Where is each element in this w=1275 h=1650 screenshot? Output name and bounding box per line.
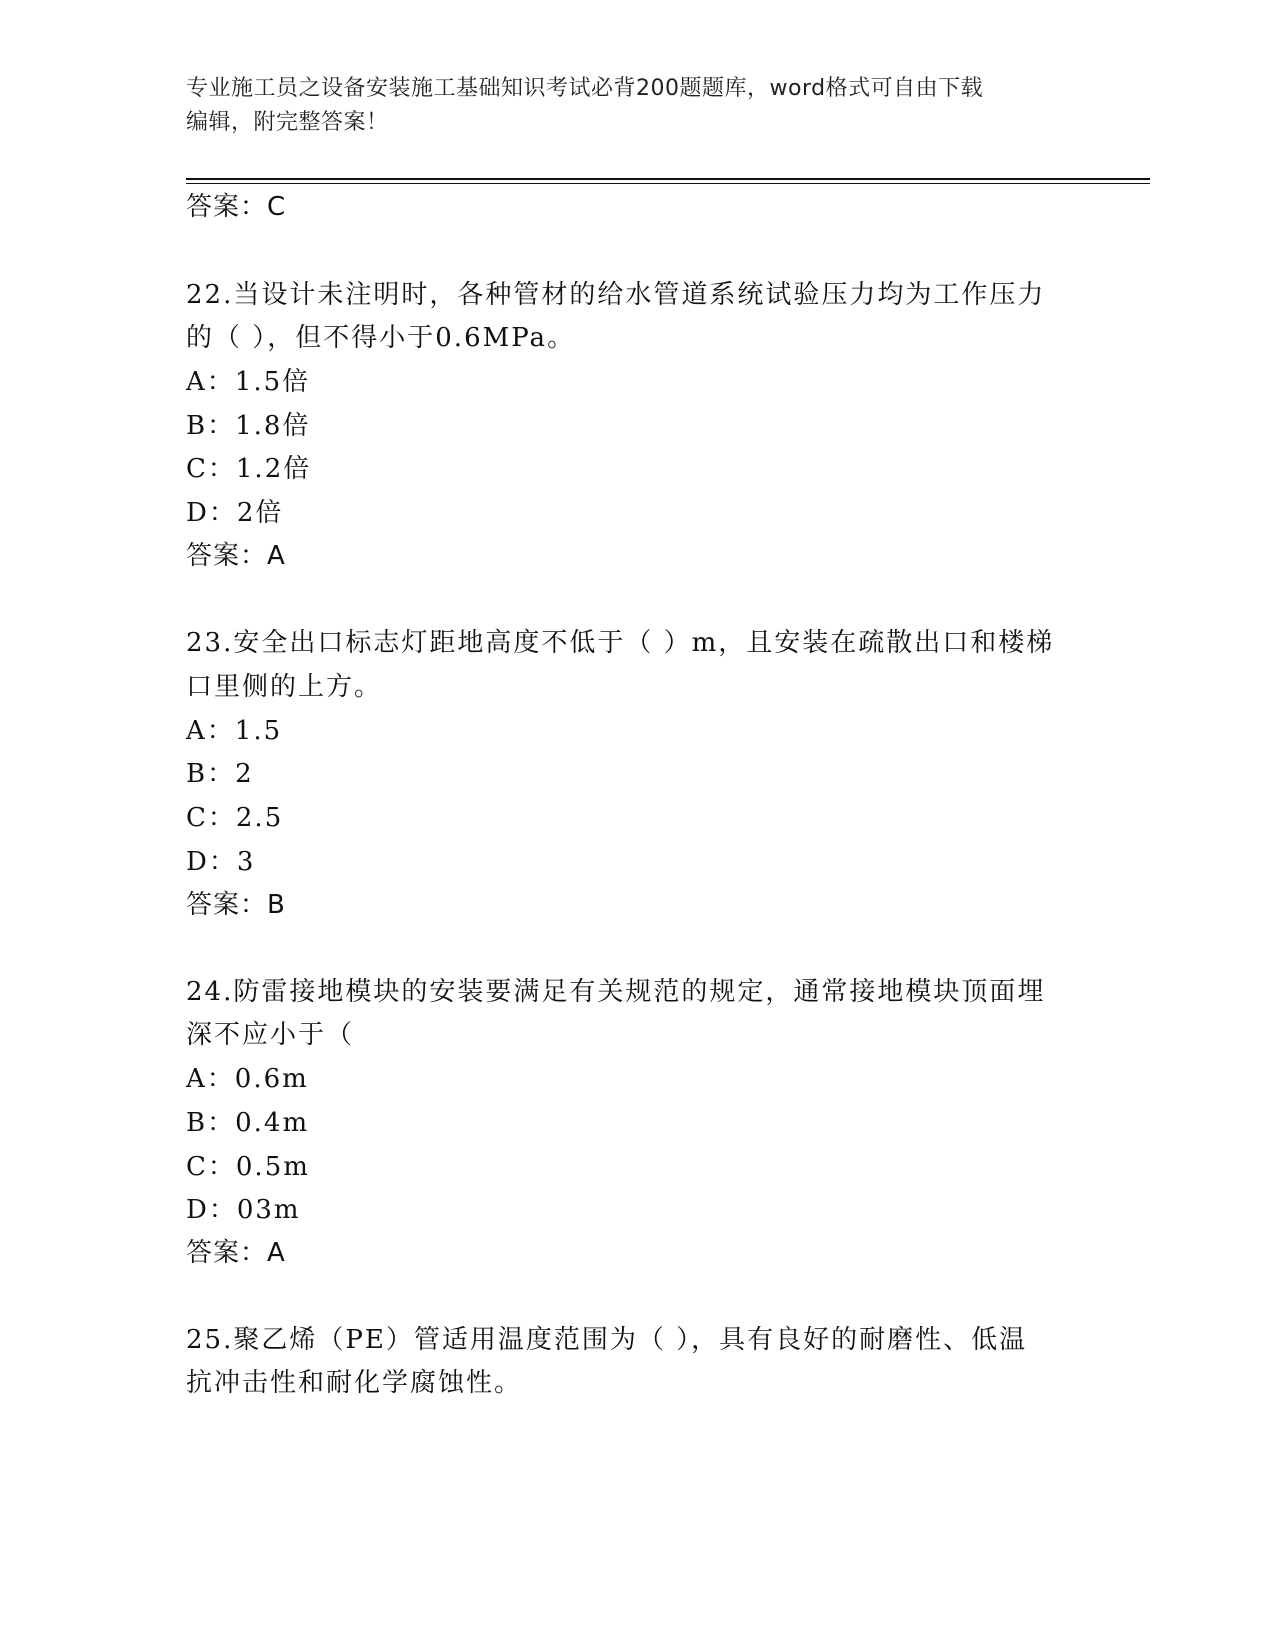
previous-answer: 答案：C bbox=[186, 192, 287, 222]
document-header bbox=[186, 72, 1066, 140]
question-24-option-d: D：03m bbox=[186, 1195, 301, 1225]
question-22-option-b: B：1.8倍 bbox=[186, 411, 311, 441]
question-24-option-b: B：0.4m bbox=[186, 1108, 310, 1138]
question-22-answer: 答案：A bbox=[186, 541, 286, 571]
header-divider-thin bbox=[186, 183, 1150, 184]
question-23-text-line-2: 口里侧的上方。 bbox=[186, 672, 383, 702]
header-line-1: 专业施工员之设备安装施工基础知识考试必背200题题库，word格式可自由下载 bbox=[186, 76, 984, 101]
question-24-option-c: C：0.5m bbox=[186, 1152, 310, 1182]
question-23-answer: 答案：B bbox=[186, 890, 286, 920]
question-23-option-b: B：2 bbox=[186, 759, 254, 789]
question-23-option-a: A：1.5 bbox=[186, 716, 283, 746]
question-25-text-line-1: 25.聚乙烯（PE）管适用温度范围为（ ），具有良好的耐磨性、低温 bbox=[186, 1325, 1028, 1355]
header-divider bbox=[186, 178, 1150, 180]
question-22-text-line-1: 22.当设计未注明时，各种管材的给水管道系统试验压力均为工作压力 bbox=[186, 280, 1046, 310]
question-24-answer: 答案：A bbox=[186, 1238, 286, 1268]
question-24-text-line-2: 深不应小于（ bbox=[186, 1020, 355, 1050]
question-24-text-line-1: 24.防雷接地模块的安装要满足有关规范的规定，通常接地模块顶面埋 bbox=[186, 977, 1046, 1007]
question-23-option-c: C：2.5 bbox=[186, 803, 284, 833]
question-22-option-c: C：1.2倍 bbox=[186, 454, 312, 484]
question-22-text-line-2: 的（ ），但不得小于0.6MPa。 bbox=[186, 323, 576, 353]
question-25-text-line-2: 抗冲击性和耐化学腐蚀性。 bbox=[186, 1368, 523, 1398]
question-22-option-a: A：1.5倍 bbox=[186, 367, 311, 397]
question-23-text-line-1: 23.安全出口标志灯距地高度不低于（ ）m，且安装在疏散出口和楼梯 bbox=[186, 628, 1055, 658]
question-23-option-d: D：3 bbox=[186, 847, 256, 877]
question-24-option-a: A：0.6m bbox=[186, 1064, 309, 1094]
question-22-option-d: D：2倍 bbox=[186, 498, 284, 528]
header-line-2: 编辑，附完整答案！ bbox=[186, 110, 389, 135]
